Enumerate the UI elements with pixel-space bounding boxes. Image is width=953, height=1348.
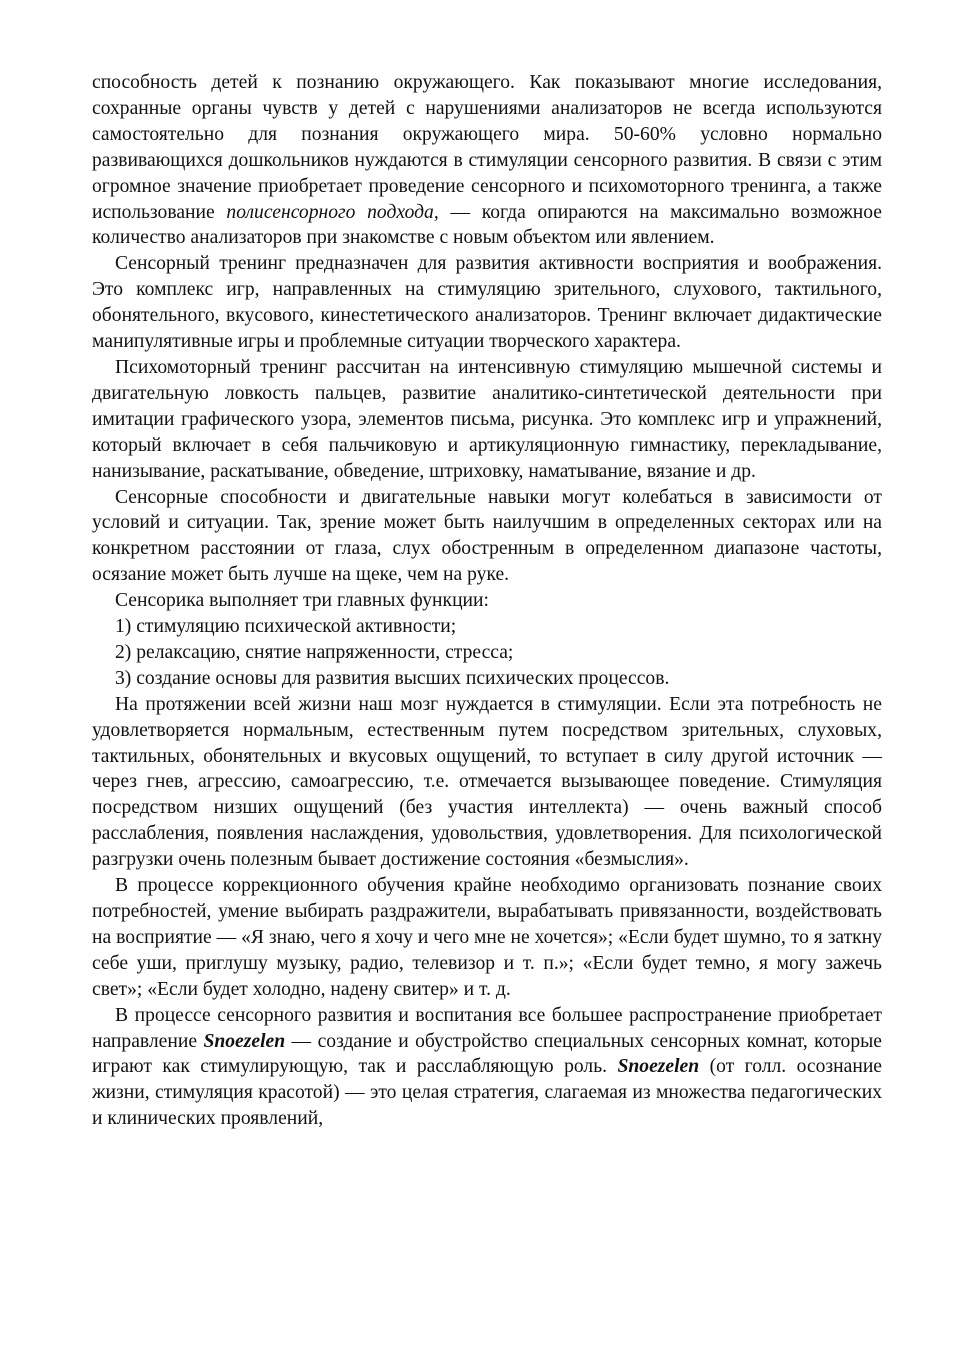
paragraph: Сенсорные способности и двигательные навыки могут колебаться в зависимости от условий и ситуации. Так, зрение может быть наилучшим в определенных секторах или на конкретном расстоянии от глаза, слух обостренным в определенном диапазоне частоты, осязание может быть лучше на щеке, чем на руке. [92,486,882,586]
paragraph: Сенсорный тренинг предназначен для развития активности восприятия и воображения. Это комплекс игр, направленных на стимуляцию зрительного, слухового, тактильного, обонятельного, вкусового, кинестетического анализаторов. Тренинг включает дидактические манипулятивные игры и проблемные ситуации творческого характера. [92,253,882,353]
list-intro: Сенсорика выполняет три главных функции: [115,590,489,612]
paragraph: В процессе коррекционного обучения крайне необходимо организовать познание своих потребностей, умение выбирать раздражители, вырабатывать привязанности, воздействовать на восприятие — «Я знаю, чего я хочу и чего мне не хочется»; «Если будет шумно, то я заткну себе уши, приглушу музыку, радио, телевизор и т. п.»; «Если будет темно, я могу зажечь свет»; «Если будет холодно, надену свитер» и т. д. [92,875,882,1000]
list-item: 1) стимуляцию психической активности; [115,616,457,638]
snoezelen-term: Snoezelen [203,1030,286,1052]
list-item: 3) создание основы для развития высших психических процессов. [115,667,670,689]
paragraph: способность детей к познанию окружающего. Как показывают многие исследования, сохранные органы чувств у детей с нарушениями анализаторов не всегда используются самостоятельно для познания окружающего мира. 50-60% условно нормально развивающихся дошкольников нуждаются в стимуляции сенсорного развития. В связи с этим огромное значение приобретает проведение сенсорного и психомоторного тренинга, а также использование полисенсорного подхода, — когда опираются на максимально возможное количество анализаторов при знакомстве с новым объектом или явлением. [92,72,882,249]
paragraph: В процессе сенсорного развития и воспитания все большее распространение приобретает направление Snoezelen — создание и обустройство специальных сенсорных комнат, которые играют как стимулирующую, так и расслабляющую роль. Snoezelen (от голл. осознание жизни, стимуляция красотой) — это целая стратегия, слагаемая из множества педагогических и клинических проявлений, [92,1004,883,1130]
paragraph: На протяжении всей жизни наш мозг нуждается в стимуляции. Если эта потребность не удовлетворяется нормальным, естественным путем посредством зрительных, слуховых, тактильных, обонятельных и вкусовых ощущений, то вступает в силу другой источник — через гнев, агрессию, самоагрессию, т.е. отмечается вызывающее поведение. Стимуляция посредством низших ощущений (без участия интеллекта) — очень важный способ расслабления, появления наслаждения, удовольствия, удовлетворения. Для психологической разгрузки очень полезным бывает достижение состояния «безмыслия». [92,693,882,871]
list-item: 2) релаксацию, снятие напряженности, стресса; [115,641,514,663]
italic-term: полисенсорного подхода, [226,201,439,223]
snoezelen-term: Snoezelen [617,1056,700,1078]
paragraph: Психомоторный тренинг рассчитан на интенсивную стимуляцию мышечной системы и двигательную ловкость пальцев, развитие аналитико-синтетической деятельности при имитации графического узора, элементов письма, рисунка. Это комплекс игр и упражнений, который включает в себя пальчиковую и артикуляционную гимнастику, перекладывание, нанизывание, раскатывание, обведение, штриховку, наматывание, вязание и др. [92,356,882,482]
document-page [92,70,882,1132]
